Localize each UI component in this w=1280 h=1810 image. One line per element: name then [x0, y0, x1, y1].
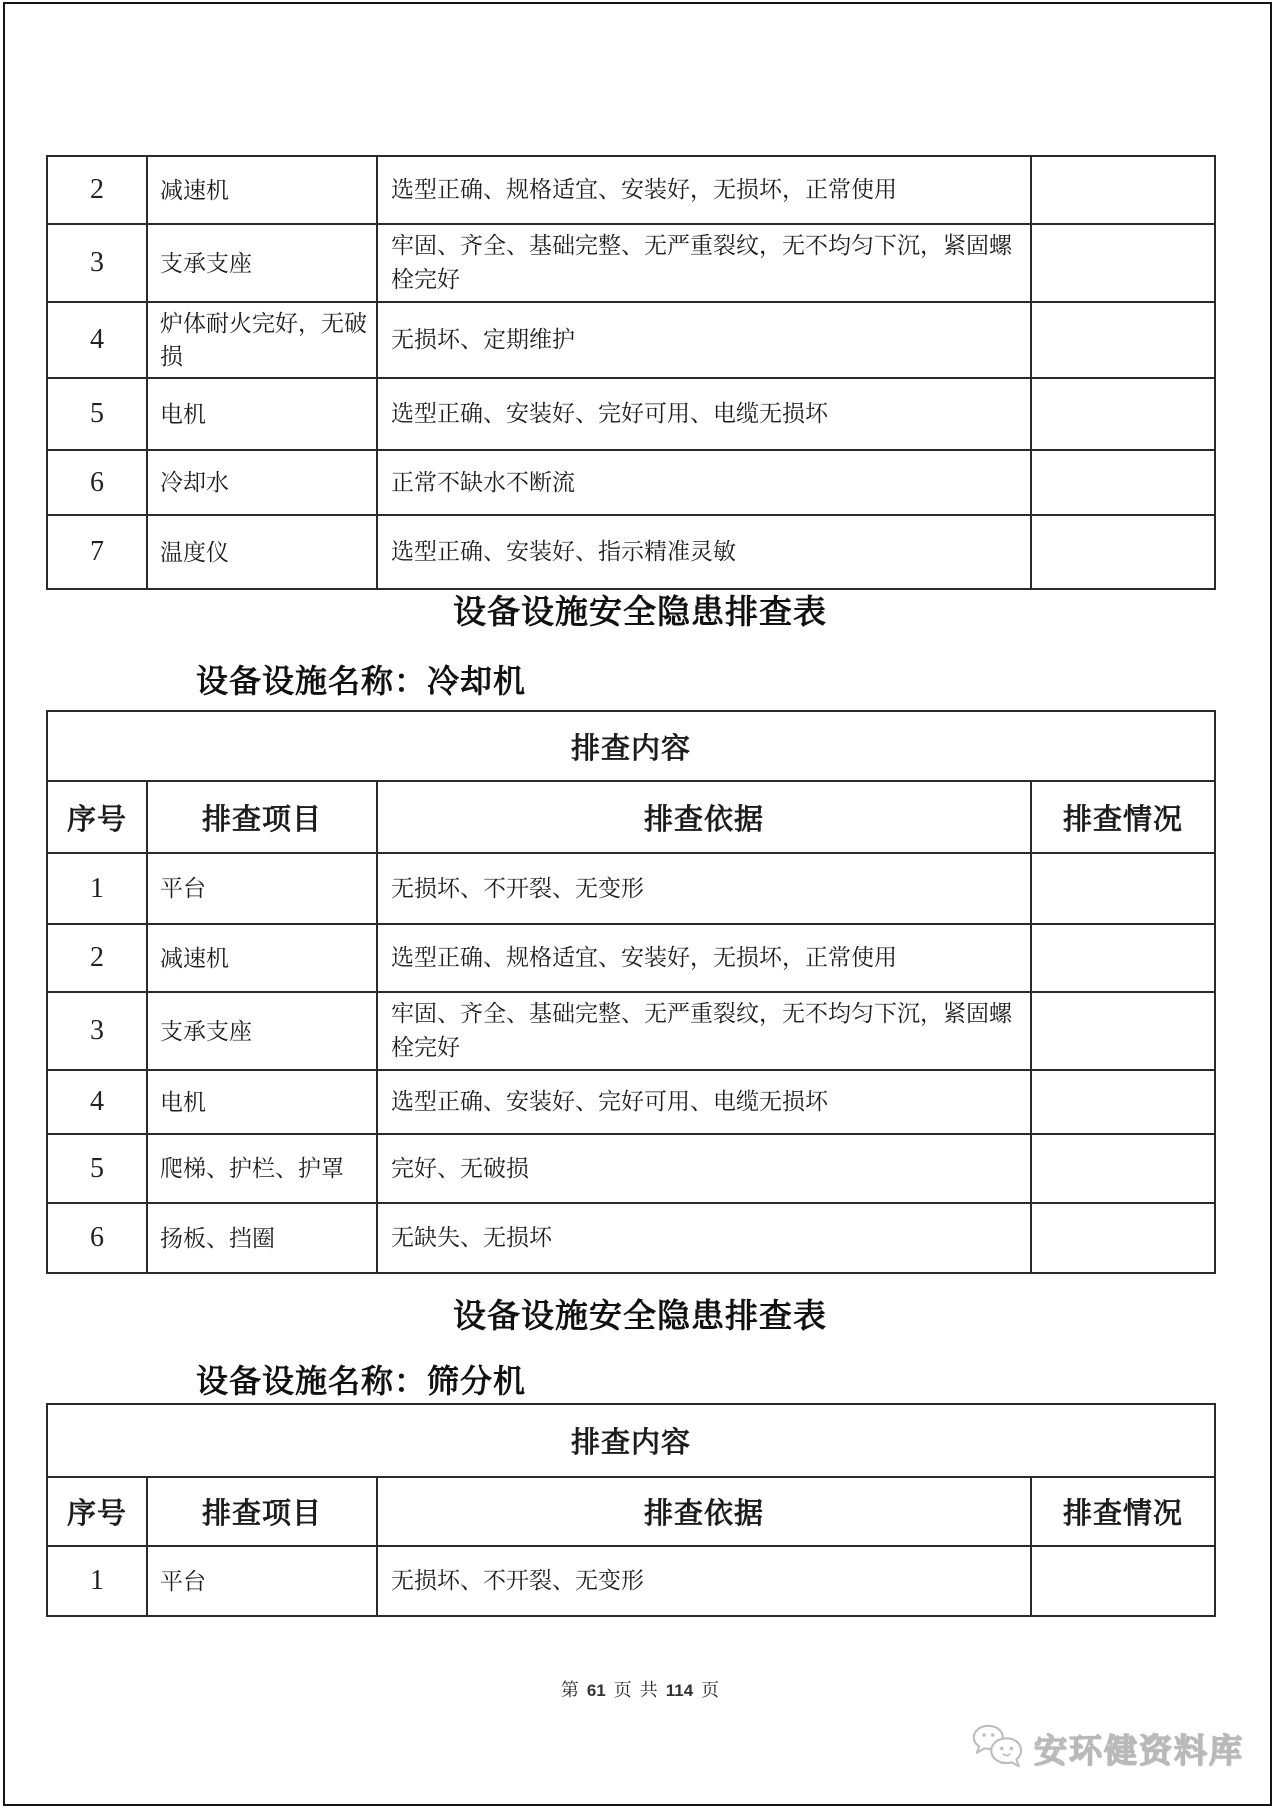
cell-item: 温度仪	[147, 515, 377, 589]
cell-basis: 无损坏、不开裂、无变形	[377, 1546, 1031, 1616]
cell-basis: 牢固、齐全、基础完整、无严重裂纹，无不均匀下沉，紧固螺栓完好	[377, 992, 1031, 1070]
table-row	[47, 1134, 1215, 1203]
cell-status	[1031, 450, 1215, 515]
merged-header-cell: 排查内容	[47, 711, 1215, 781]
cell-status	[1031, 515, 1215, 589]
cell-no: 4	[47, 1070, 147, 1134]
equipment-name-subtitle: 设备设施名称：冷却机	[196, 663, 527, 699]
cell-no: 1	[47, 1546, 147, 1616]
continuation-table	[46, 155, 1216, 590]
table-row	[47, 924, 1215, 992]
cell-status	[1031, 1070, 1215, 1134]
cell-no: 1	[47, 853, 147, 924]
cell-status	[1031, 378, 1215, 450]
cell-basis: 无损坏、定期维护	[377, 302, 1031, 378]
merged-header-row	[47, 711, 1215, 781]
cell-no: 6	[47, 450, 147, 515]
cell-basis: 选型正确、安装好、完好可用、电缆无损坏	[377, 1070, 1031, 1134]
table-row	[47, 450, 1215, 515]
cell-no: 4	[47, 302, 147, 378]
table-row	[47, 302, 1215, 378]
cell-no: 2	[47, 156, 147, 224]
cell-basis: 选型正确、规格适宜、安装好，无损坏，正常使用	[377, 924, 1031, 992]
cell-item: 减速机	[147, 924, 377, 992]
table-row	[47, 156, 1215, 224]
brand-watermark-text: 安环健资料库	[1034, 1731, 1244, 1769]
cell-status	[1031, 1546, 1215, 1616]
footer-text: 页	[701, 1680, 720, 1700]
cell-basis: 牢固、齐全、基础完整、无严重裂纹，无不均匀下沉，紧固螺栓完好	[377, 224, 1031, 302]
column-header-item: 排查项目	[147, 1477, 377, 1546]
section-title: 设备设施安全隐患排查表	[453, 1299, 827, 1335]
column-header-no: 序号	[47, 781, 147, 853]
cell-item: 电机	[147, 1070, 377, 1134]
table-row	[47, 992, 1215, 1070]
cell-item: 平台	[147, 853, 377, 924]
cell-item: 减速机	[147, 156, 377, 224]
cell-no: 3	[47, 992, 147, 1070]
page-number-footer	[0, 1676, 1280, 1702]
cell-item: 支承支座	[147, 224, 377, 302]
cell-item: 爬梯、护栏、护罩	[147, 1134, 377, 1203]
column-header-basis: 排查依据	[377, 781, 1031, 853]
equipment-name-subtitle: 设备设施名称：筛分机	[196, 1363, 527, 1399]
section-title: 设备设施安全隐患排查表	[453, 595, 827, 631]
footer-text: 页	[613, 1680, 632, 1700]
cell-basis: 完好、无破损	[377, 1134, 1031, 1203]
cell-no: 5	[47, 1134, 147, 1203]
table-row	[47, 1546, 1215, 1616]
cell-status	[1031, 224, 1215, 302]
current-page-number: 61	[586, 1681, 606, 1700]
cell-item: 支承支座	[147, 992, 377, 1070]
cell-no: 5	[47, 378, 147, 450]
cell-item: 扬板、挡圈	[147, 1203, 377, 1273]
cell-status	[1031, 924, 1215, 992]
cell-no: 3	[47, 224, 147, 302]
total-page-number: 114	[665, 1681, 694, 1700]
cell-item: 冷却水	[147, 450, 377, 515]
table-row	[47, 1203, 1215, 1273]
column-header-item: 排查项目	[147, 781, 377, 853]
cell-item: 炉体耐火完好，无破损	[147, 302, 377, 378]
footer-text: 第	[560, 1680, 579, 1700]
table-row	[47, 515, 1215, 589]
cell-status	[1031, 1203, 1215, 1273]
cell-item: 电机	[147, 378, 377, 450]
merged-header-row	[47, 1404, 1215, 1477]
column-header-no: 序号	[47, 1477, 147, 1546]
table-row	[47, 224, 1215, 302]
cell-status	[1031, 156, 1215, 224]
cell-basis: 选型正确、安装好、指示精准灵敏	[377, 515, 1031, 589]
column-header-basis: 排查依据	[377, 1477, 1031, 1546]
cell-no: 7	[47, 515, 147, 589]
cell-status	[1031, 992, 1215, 1070]
table-row	[47, 853, 1215, 924]
cooling-machine-table	[46, 710, 1216, 1274]
cell-no: 6	[47, 1203, 147, 1273]
column-header-row	[47, 1477, 1215, 1546]
cell-status	[1031, 302, 1215, 378]
chat-bubbles-icon	[968, 1722, 1026, 1774]
cell-basis: 选型正确、安装好、完好可用、电缆无损坏	[377, 378, 1031, 450]
merged-header-cell: 排查内容	[47, 1404, 1215, 1477]
cell-status	[1031, 853, 1215, 924]
screening-machine-table	[46, 1403, 1216, 1617]
column-header-row	[47, 781, 1215, 853]
table-row	[47, 378, 1215, 450]
cell-basis: 无缺失、无损坏	[377, 1203, 1031, 1273]
column-header-status: 排查情况	[1031, 1477, 1215, 1546]
cell-basis: 无损坏、不开裂、无变形	[377, 853, 1031, 924]
cell-basis: 选型正确、规格适宜、安装好，无损坏，正常使用	[377, 156, 1031, 224]
table-row	[47, 1070, 1215, 1134]
brand-watermark	[968, 1722, 1244, 1774]
cell-basis: 正常不缺水不断流	[377, 450, 1031, 515]
column-header-status: 排查情况	[1031, 781, 1215, 853]
footer-text: 共	[639, 1680, 658, 1700]
cell-status	[1031, 1134, 1215, 1203]
cell-item: 平台	[147, 1546, 377, 1616]
cell-no: 2	[47, 924, 147, 992]
